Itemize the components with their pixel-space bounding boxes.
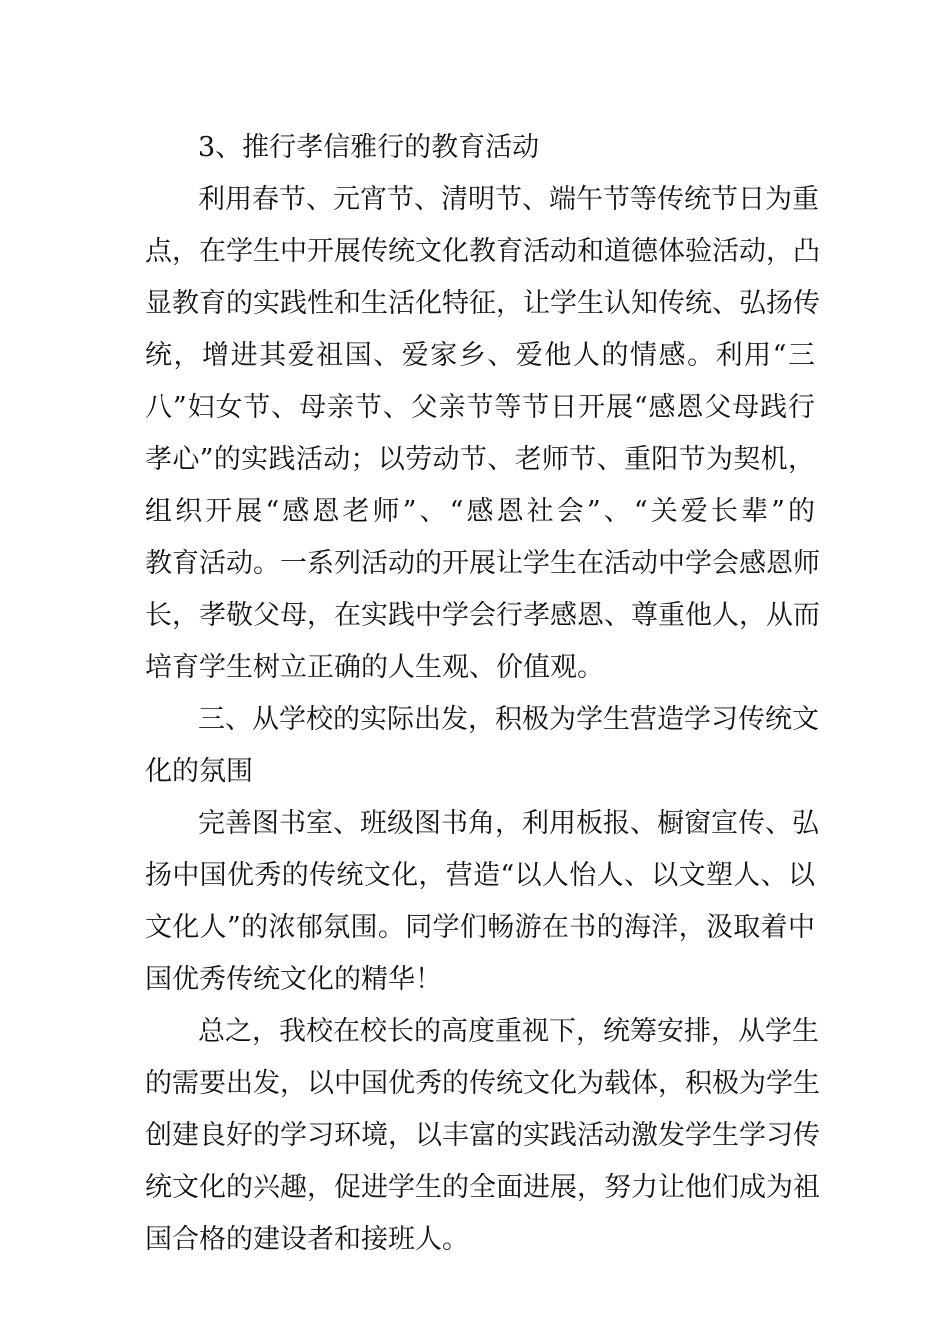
paragraph-line: 组织开展“感恩老师”、“感恩社会”、“关爱长辈”的 — [145, 496, 815, 527]
paragraph-line: 的需要出发，以中国优秀的传统文化为载体，积极为学生 — [145, 1068, 820, 1099]
paragraph-line: 国合格的建设者和接班人。 — [145, 1224, 469, 1255]
section-heading-three: 三、从学校的实际出发，积极为学生营造学习传统文 — [198, 704, 819, 735]
paragraph-line: 创建良好的学习环境，以丰富的实践活动激发学生学习传 — [145, 1120, 820, 1151]
paragraph-line: 统，增进其爱祖国、爱家乡、爱他人的情感。利用“三 — [145, 340, 815, 371]
paragraph-line: 教育活动。一系列活动的开展让学生在活动中学会感恩师 — [145, 548, 820, 579]
paragraph-line: 长，孝敬父母，在实践中学会行孝感恩、尊重他人，从而 — [145, 600, 820, 631]
paragraph-line: 扬中国优秀的传统文化，营造“以人怡人、以文塑人、以 — [145, 860, 815, 891]
paragraph-line: 利用春节、元宵节、清明节、端午节等传统节日为重 — [198, 184, 819, 215]
paragraph-line: 孝心”的实践活动；以劳动节、老师节、重阳节为契机， — [145, 444, 815, 475]
paragraph-line: 培育学生树立正确的人生观、价值观。 — [145, 652, 604, 683]
paragraph-line: 国优秀传统文化的精华！ — [145, 964, 442, 995]
paragraph-line: 显教育的实践性和生活化特征，让学生认知传统、弘扬传 — [145, 288, 820, 319]
section-heading-3: 3、推行孝信雅行的教育活动 — [198, 132, 540, 163]
paragraph-line: 统文化的兴趣，促进学生的全面进展，努力让他们成为祖 — [145, 1172, 820, 1203]
paragraph-line: 点，在学生中开展传统文化教育活动和道德体验活动，凸 — [145, 236, 820, 267]
section-heading-three-cont: 化的氛围 — [145, 756, 253, 787]
paragraph-line: 文化人”的浓郁氛围。同学们畅游在书的海洋，汲取着中 — [145, 912, 815, 943]
paragraph-line: 总之，我校在校长的高度重视下，统筹安排，从学生 — [198, 1016, 819, 1047]
paragraph-line: 八”妇女节、母亲节、父亲节等节日开展“感恩父母践行 — [145, 392, 815, 423]
paragraph-line: 完善图书室、班级图书角，利用板报、橱窗宣传、弘 — [198, 808, 819, 839]
